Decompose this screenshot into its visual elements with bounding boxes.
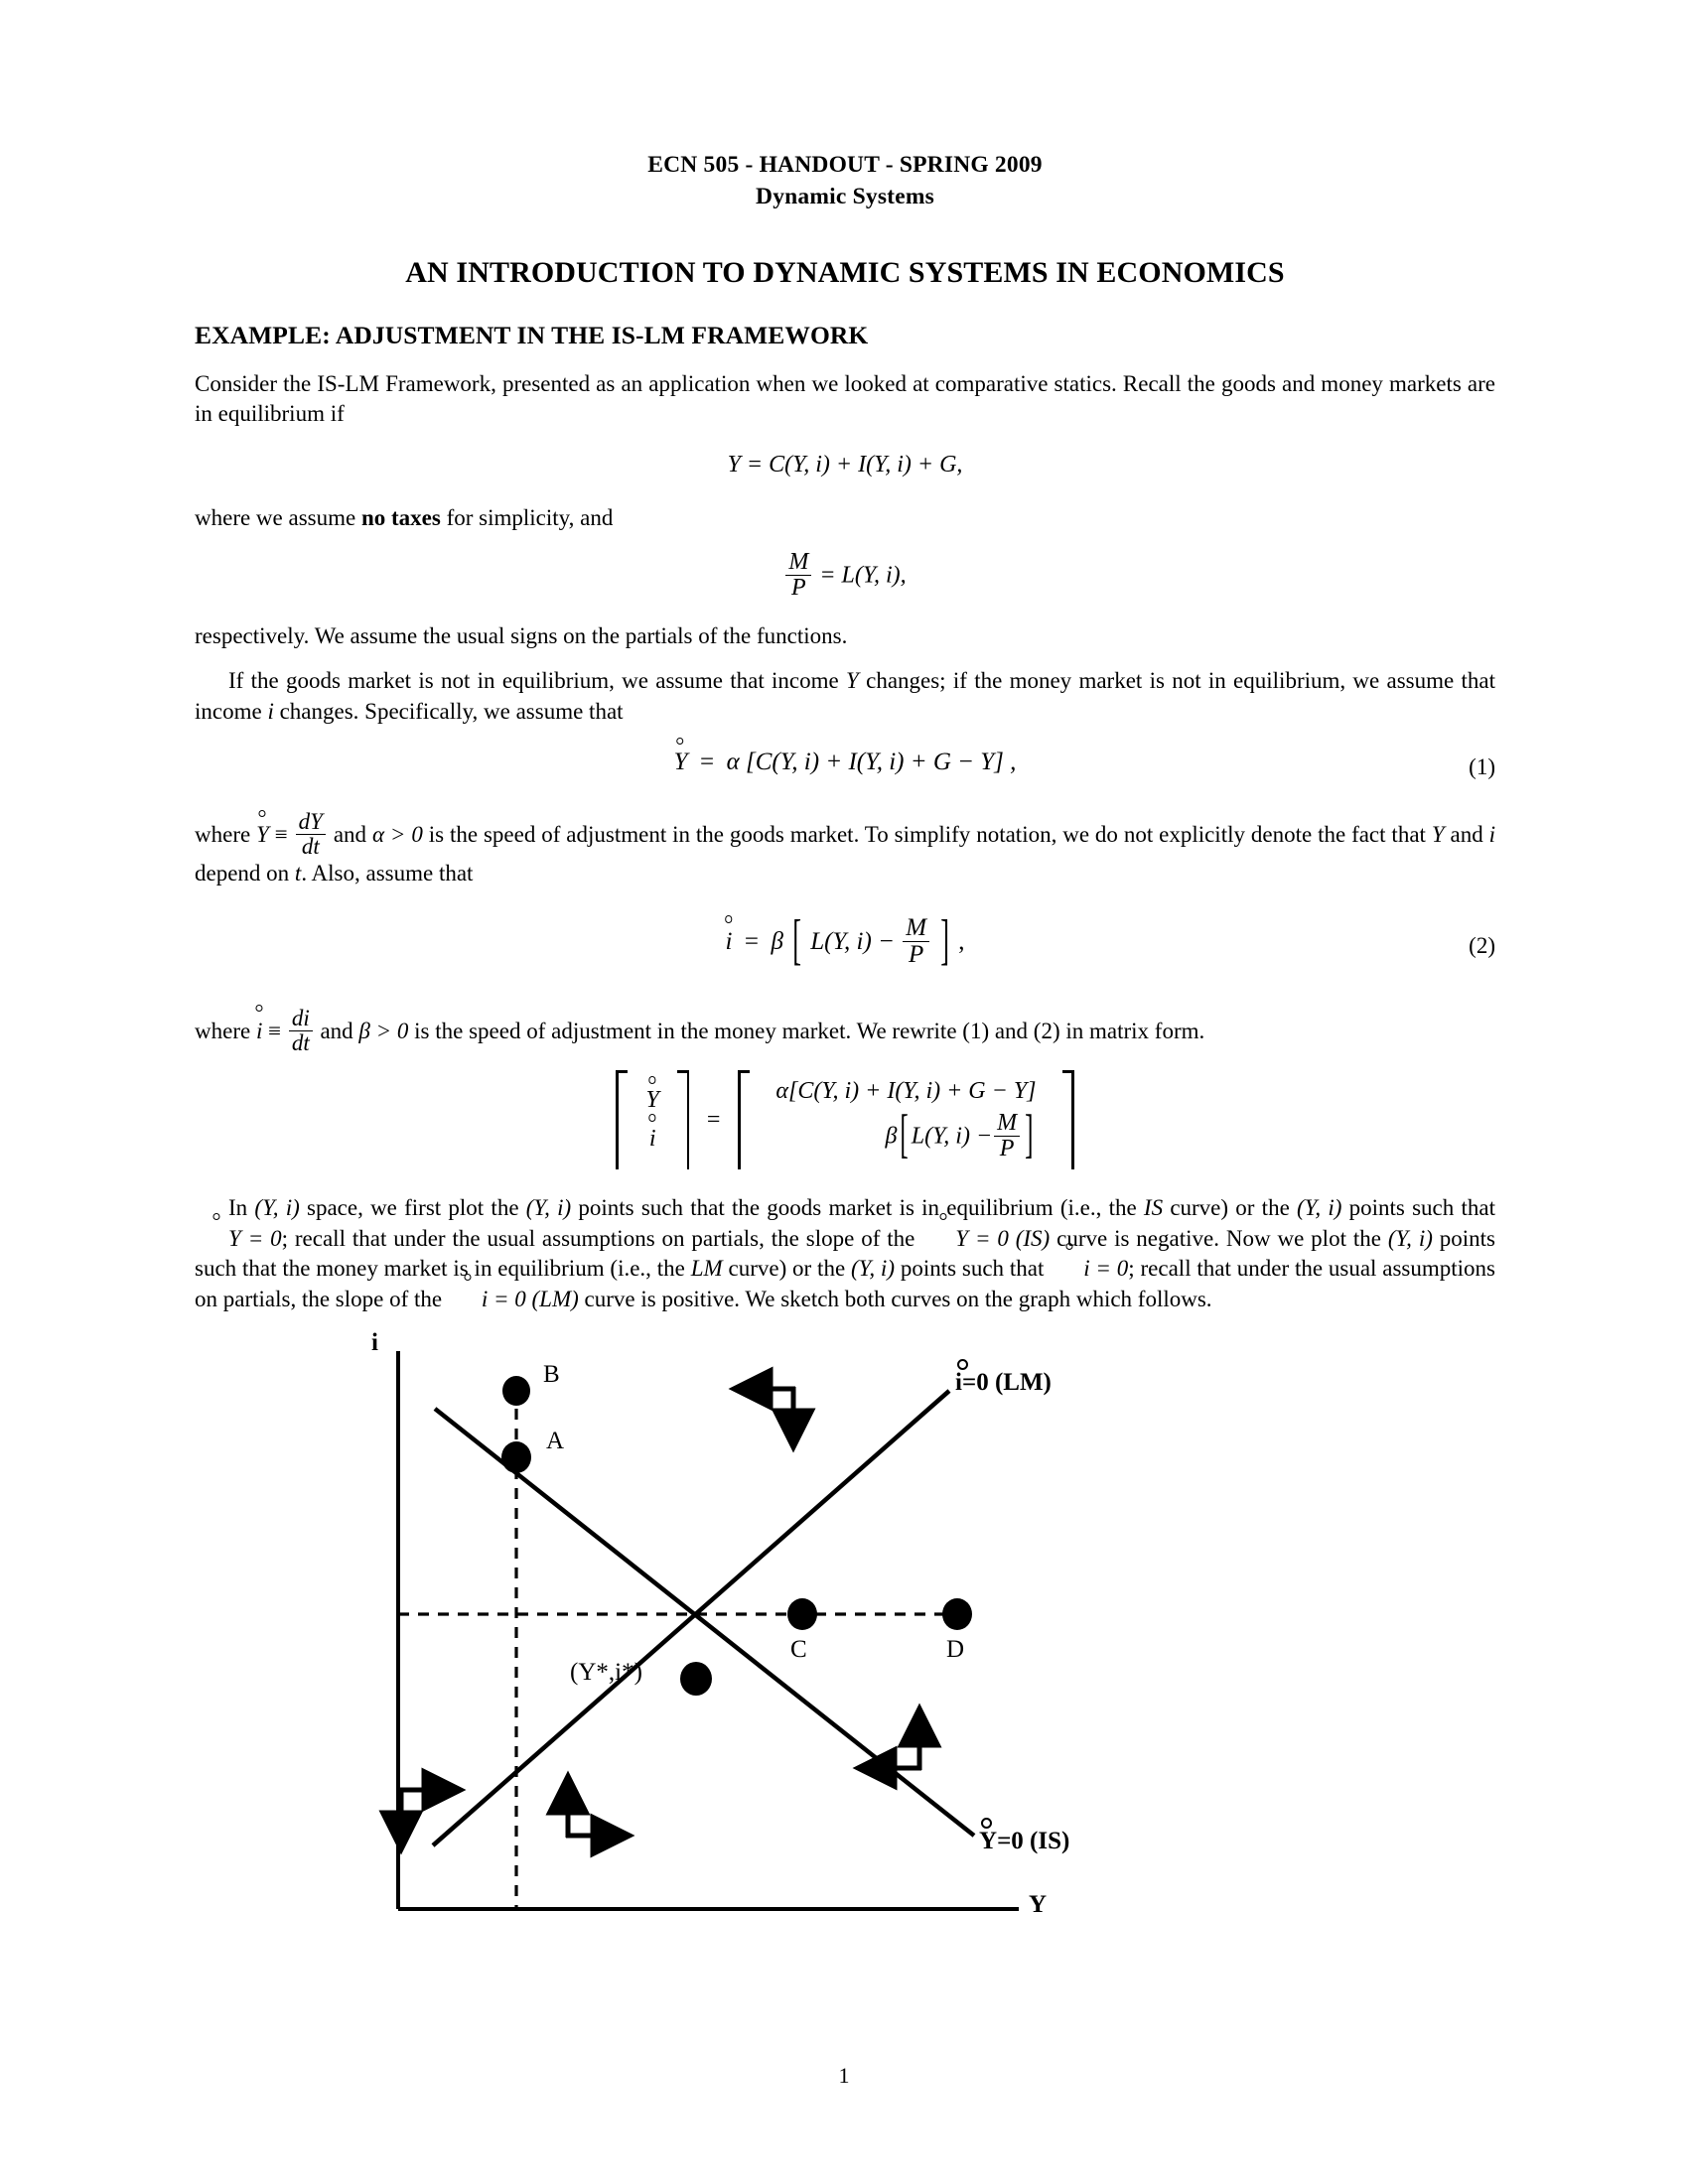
matrix-left-bracket-open <box>616 1070 630 1169</box>
matrix-rhs-row-1-body: [C(Y, i) + I(Y, i) + G − Y] <box>787 1078 1037 1105</box>
page-title: AN INTRODUCTION TO DYNAMIC SYSTEMS IN ECONOMICS <box>405 255 1285 289</box>
paragraph-intro <box>195 369 1495 430</box>
derivative-i-num: di <box>291 1005 310 1030</box>
equation-2-beta: β <box>771 927 783 955</box>
paragraph-disequilibrium <box>195 666 1495 727</box>
point-b-dot <box>502 1376 530 1406</box>
equation-1: Y = α [C(Y, i) + I(Y, i) + G − Y] , (1) <box>673 749 1495 780</box>
no-taxes-suffix: for simplicity, and <box>440 505 614 530</box>
point-a-label: A <box>546 1427 565 1454</box>
equation-2-tail: , <box>958 927 965 955</box>
curves-k: ; recall that under the usual assumptions on partials, the slope of the <box>195 1256 1495 1312</box>
curves-d: curve) or the <box>1163 1195 1298 1221</box>
equation-2-inner: L(Y, i) − <box>810 927 895 955</box>
equation-2-bracket-right: ] <box>940 908 950 971</box>
matrix-rhs-alpha: α <box>775 1078 788 1105</box>
matrix-rhs-row-1 <box>775 1078 1036 1105</box>
document-header <box>195 149 1495 213</box>
arrow-pair-upper-middle <box>736 1387 795 1445</box>
alpha-speed-a: where <box>195 822 257 848</box>
equation-goods-market <box>195 452 1495 489</box>
phase-diagram-figure <box>195 1328 1495 1996</box>
equation-money-market <box>195 550 1495 601</box>
point-a-dot <box>501 1441 531 1473</box>
curves-i: curve) or the <box>722 1256 851 1282</box>
curves-l: curve is positive. We sketch both curves on the graph which follows. <box>578 1287 1212 1312</box>
curves-Ydot-2: Y <box>921 1224 968 1255</box>
curves-IS-1: IS <box>1143 1195 1164 1221</box>
lm-curve-symbol: i <box>955 1368 962 1396</box>
point-d-label: D <box>946 1635 965 1663</box>
lm-curve-label-text: =0 (LM) <box>961 1368 1052 1396</box>
matrix-lhs-column <box>639 1077 664 1162</box>
paragraph-respectively <box>195 621 1495 652</box>
alpha-speed-b: and <box>327 822 372 848</box>
matrix-rhs-row-2 <box>885 1106 1036 1164</box>
money-market-fraction <box>785 550 811 601</box>
equation-2-lhs: i <box>725 927 733 955</box>
alpha-speed-e: depend on <box>195 861 295 887</box>
matrix-right-bracket-open <box>738 1070 752 1169</box>
curves-h: points such that the money market is in equilibrium (i.e., the <box>195 1225 1495 1282</box>
equilibrium-dot <box>680 1662 712 1696</box>
derivative-i-fraction <box>289 1007 313 1055</box>
derivative-Y-fraction <box>296 810 326 859</box>
axis-label-i: i <box>371 1328 378 1356</box>
equation-2-frac-num: M <box>906 913 927 941</box>
matrix-equals-sign: = <box>706 1106 721 1133</box>
curves-idot-1: i <box>1050 1254 1089 1285</box>
curves-eq-zero-3: = 0 <box>1089 1256 1129 1282</box>
equation-2-frac-den: P <box>903 941 929 968</box>
alpha-speed-var-t: t <box>294 861 302 887</box>
point-c-dot <box>787 1598 817 1630</box>
no-taxes-prefix: where we assume <box>195 505 361 530</box>
alpha-speed-var-i: i <box>1488 822 1495 848</box>
lm-curve-label <box>955 1369 1052 1397</box>
alpha-gt-zero: α > 0 <box>371 822 423 848</box>
alpha-speed-d: and <box>1444 822 1489 848</box>
no-taxes-emphasis: no taxes <box>360 505 441 530</box>
curves-eq-zero-1: = 0 <box>240 1225 282 1251</box>
matrix-rhs-beta: β <box>885 1123 898 1150</box>
curves-e: points such that <box>1341 1195 1495 1221</box>
beta-speed-a: where <box>195 1018 256 1043</box>
matrix-rhs-frac-den: P <box>994 1136 1020 1161</box>
is-curve-label-text: =0 (IS) <box>997 1827 1070 1854</box>
matrix-rhs-fraction <box>994 1111 1020 1161</box>
arrow-pair-lower-right <box>860 1710 921 1770</box>
alpha-speed-c: is the speed of adjustment in the goods market. To simplify notation, we do not explicitly denote the fact that <box>422 822 1432 848</box>
disequilibrium-var-i: i <box>267 698 274 724</box>
point-d-dot <box>942 1598 972 1630</box>
idot-symbol-inline: i <box>256 1017 262 1047</box>
header-line-1: ECN 505 - HANDOUT - SPRING 2009 <box>647 152 1043 178</box>
is-curve-label <box>979 1828 1069 1855</box>
header-line-2: Dynamic Systems <box>756 184 934 210</box>
axis-label-Y: Y <box>1029 1890 1048 1918</box>
curves-space-2: (Y, i) <box>525 1195 572 1221</box>
equation-2-number: (2) <box>1469 932 1495 958</box>
equation-2: i = β [ L(Y, i) − $\frac{M}{P}$ ] , (2) <box>195 915 1495 977</box>
curves-eq-zero-4: = 0 (LM) <box>488 1287 579 1312</box>
disequilibrium-b: changes; if the money market is not in equilibrium, we assume that income <box>195 668 1495 724</box>
Ydot-symbol-inline: Y <box>256 820 269 851</box>
matrix-right-bracket-close <box>1060 1070 1074 1169</box>
curves-LM-1: LM <box>690 1256 723 1282</box>
matrix-lhs-row-2: i <box>648 1126 656 1153</box>
derivative-Y-num: dY <box>298 809 323 835</box>
beta-speed-c: is the speed of adjustment in the money market. We rewrite (1) and (2) in matrix form. <box>408 1018 1205 1043</box>
equation-1-body: [C(Y, i) + I(Y, i) + G − Y] , <box>745 749 1017 776</box>
curves-space-3: (Y, i) <box>1297 1195 1342 1221</box>
paragraph-curves-description <box>195 1193 1495 1314</box>
curves-j: points such that <box>894 1256 1051 1282</box>
curves-f: ; recall that under the usual assumptions on partials, the slope of the <box>281 1225 922 1251</box>
disequilibrium-a: If the goods market is not in equilibrium, we assume that income <box>228 668 847 694</box>
paragraph-intro-text: Consider the IS-LM Framework, presented as an application when we looked at comparative statics. Recall the goods and money markets are in equilibrium if <box>195 370 1495 427</box>
money-market-numerator: M <box>788 548 809 575</box>
curves-idot-2: i <box>448 1285 488 1315</box>
arrow-pair-lower-middle <box>566 1778 628 1838</box>
document-content <box>195 149 1495 1996</box>
equation-1-number: (1) <box>1469 754 1495 780</box>
curves-b: space, we first plot the <box>299 1195 526 1221</box>
curves-Ydot-1: Y <box>195 1224 241 1255</box>
is-curve-symbol: Y <box>979 1827 998 1854</box>
page-number: 1 <box>838 2063 850 2088</box>
equation-goods-market-body: Y = C(Y, i) + I(Y, i) + G, <box>727 452 963 478</box>
alpha-speed-f: . Also, assume that <box>301 861 474 887</box>
matrix-rhs-row-2-body: L(Y, i) − <box>911 1123 993 1150</box>
curves-c: points such that the goods market is in equilibrium (i.e., the <box>571 1195 1144 1221</box>
equation-1-lhs: Y <box>673 749 688 776</box>
disequilibrium-c: changes. Specifically, we assume that <box>273 698 624 724</box>
section-subtitle: EXAMPLE: ADJUSTMENT IN THE IS-LM FRAMEWORK <box>195 320 869 349</box>
arrow-pair-lower-left <box>399 1788 459 1847</box>
matrix-left-bracket-close <box>675 1070 689 1169</box>
equation-2-fraction <box>903 915 929 968</box>
curves-space-5: (Y, i) <box>851 1256 895 1282</box>
disequilibrium-var-Y: Y <box>846 668 859 694</box>
matrix-lhs-row-1: Y <box>645 1087 659 1114</box>
curves-space-1: (Y, i) <box>254 1195 300 1221</box>
derivative-Y-den: dt <box>296 834 326 859</box>
paragraph-no-taxes <box>195 503 1495 534</box>
curves-space-4: (Y, i) <box>1387 1225 1433 1251</box>
alpha-speed-var-Y: Y <box>1431 822 1445 848</box>
equation-2-bracket-left: [ <box>792 908 801 971</box>
point-c-label: C <box>790 1635 807 1663</box>
money-market-rhs: = L(Y, i), <box>819 562 907 589</box>
paragraph-beta-speed: where i ≡ $\frac{di}{dt}$ and β > 0 is the speed of adjustment in the money market. We rewrite (1) and (2) in matrix form. <box>195 1005 1205 1055</box>
curves-g: curve is negative. Now we plot the <box>1050 1225 1388 1251</box>
phase-diagram-svg <box>195 1341 1495 1996</box>
curves-eq-zero-2: = 0 (IS) <box>968 1225 1051 1251</box>
beta-gt-zero: β > 0 <box>358 1018 409 1043</box>
matrix-inner-bracket-close: ] <box>1025 1106 1034 1164</box>
beta-speed-b: and <box>314 1018 359 1043</box>
point-b-label: B <box>543 1360 560 1388</box>
matrix-inner-bracket-open: [ <box>900 1106 909 1164</box>
equation-matrix-form <box>195 1070 1495 1169</box>
equilibrium-label: (Y*,i*) <box>570 1658 642 1686</box>
matrix-rhs-column <box>762 1070 1050 1169</box>
curves-a: In <box>228 1195 255 1221</box>
equation-1-alpha: α <box>726 749 740 776</box>
matrix-rhs-frac-num: M <box>997 1110 1018 1137</box>
money-market-denominator: P <box>785 575 811 601</box>
derivative-i-den: dt <box>289 1030 313 1055</box>
paragraph-alpha-speed: where Y ≡ $\frac{dY}{dt}$ and α > 0 is the speed of adjustment in the goods market. To simplify notation, we do not explicitly denote the fact that Y and i depend on t. Also, assume that <box>195 809 1495 887</box>
respectively-text: respectively. We assume the usual signs on the partials of the functions. <box>195 623 848 649</box>
